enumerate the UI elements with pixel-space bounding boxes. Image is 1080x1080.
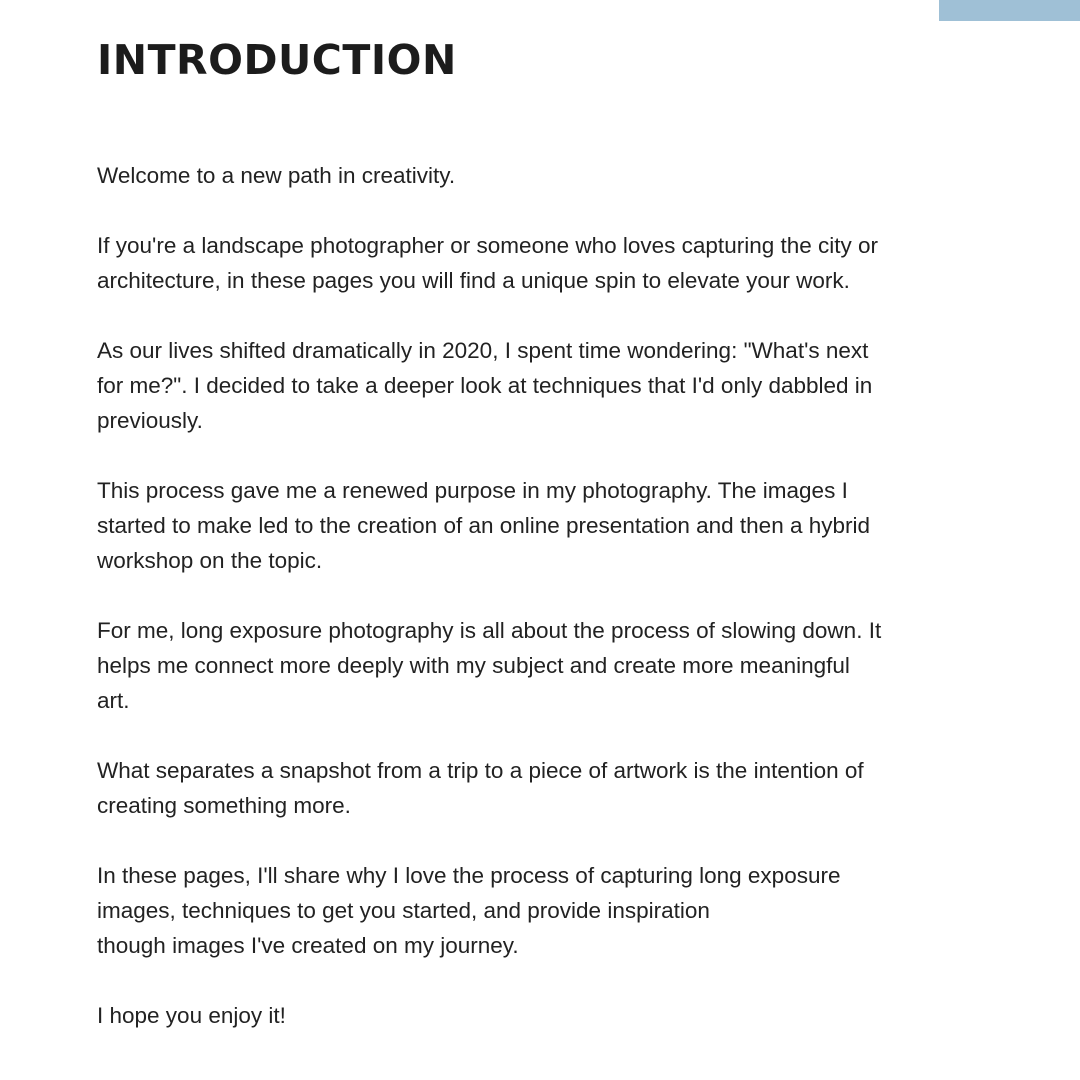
text-line: I hope you enjoy it! (97, 1003, 286, 1028)
text-line: though images I've created on my journey. (97, 933, 519, 958)
paragraph (97, 753, 1037, 823)
text-line: In these pages, I'll share why I love the process of capturing long exposure (97, 863, 841, 888)
paragraph (97, 473, 1037, 578)
text-line: previously. (97, 408, 203, 433)
page-title: INTRODUCTION (97, 36, 457, 84)
text-line: for me?". I decided to take a deeper look at techniques that I'd only dabbled in (97, 373, 873, 398)
text-line: This process gave me a renewed purpose in my photography. The images I (97, 478, 848, 503)
text-line: If you're a landscape photographer or someone who loves capturing the city or (97, 233, 879, 258)
paragraph (97, 613, 1037, 718)
text-line: For me, long exposure photography is all about the process of slowing down. It (97, 618, 882, 643)
text-line: started to make led to the creation of an online presentation and then a hybrid (97, 513, 871, 538)
intro-body (97, 158, 1037, 1068)
text-line: workshop on the topic. (97, 548, 323, 573)
text-line: Welcome to a new path in creativity. (97, 163, 456, 188)
text-line: What separates a snapshot from a trip to a piece of artwork is the intention of (97, 758, 864, 783)
paragraph (97, 158, 1037, 193)
paragraph (97, 998, 1037, 1033)
paragraph (97, 228, 1037, 298)
text-line: creating something more. (97, 793, 351, 818)
corner-accent-bar (939, 0, 1080, 21)
text-line: art. (97, 688, 130, 713)
text-line: images, techniques to get you started, and provide inspiration (97, 898, 710, 923)
paragraph (97, 858, 1037, 963)
text-line: architecture, in these pages you will find a unique spin to elevate your work. (97, 268, 850, 293)
text-line: helps me connect more deeply with my subject and create more meaningful (97, 653, 850, 678)
text-line: As our lives shifted dramatically in 2020, I spent time wondering: "What's next (97, 338, 869, 363)
paragraph (97, 333, 1037, 438)
